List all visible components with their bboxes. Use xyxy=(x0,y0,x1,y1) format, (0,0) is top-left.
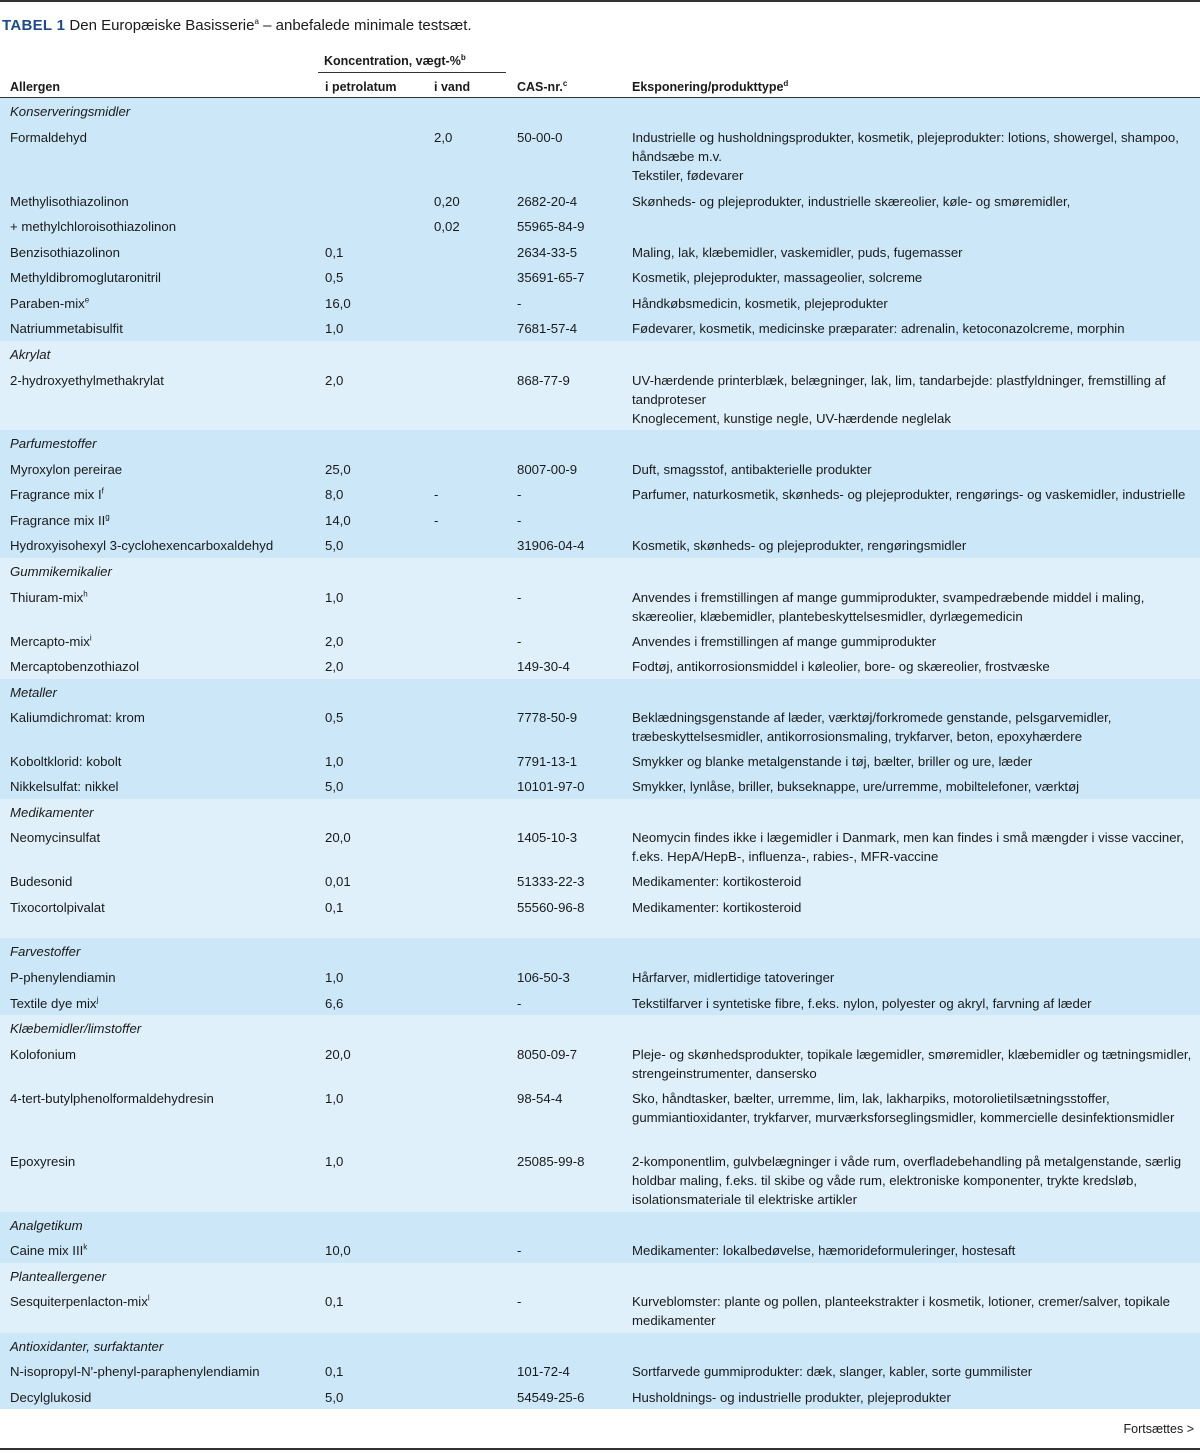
table-row xyxy=(0,868,1200,894)
table-row xyxy=(0,367,1200,430)
allergen-name: Benzisothiazolinon xyxy=(10,245,120,260)
petrolatum-cell: 0,1 xyxy=(325,245,344,260)
allergen-cell xyxy=(10,511,310,530)
category-row xyxy=(0,558,1200,584)
cas-cell: 10101-97-0 xyxy=(517,779,585,794)
petrolatum-cell: 5,0 xyxy=(325,779,344,794)
footnote-marker: l xyxy=(147,1293,150,1303)
exposure-cell: Sortfarvede gummiprodukter: dæk, slanger, kabler, sorte gummilister xyxy=(632,1364,1033,1379)
petrolatum-cell: 8,0 xyxy=(325,487,344,502)
allergen-name: Methyldibromoglutaronitril xyxy=(10,270,161,285)
category-label: Konserveringsmidler xyxy=(10,104,131,119)
allergen-name: Mercapto-mix xyxy=(10,634,90,649)
allergen-cell xyxy=(10,319,310,338)
allergen-cell xyxy=(10,872,310,891)
allergen-cell xyxy=(10,752,310,771)
allergen-name: Sesquiterpenlacton-mix xyxy=(10,1294,148,1309)
header-exposure xyxy=(632,80,788,94)
table-row xyxy=(0,584,1200,628)
concentration-rule xyxy=(318,72,506,73)
header-allergen: Allergen xyxy=(10,80,61,94)
allergen-cell xyxy=(10,128,310,147)
exposure-cell: Husholdnings- og industrielle produkter, plejeprodukter xyxy=(632,1390,951,1405)
category-label: Metaller xyxy=(10,685,57,700)
exposure-cell: Neomycin findes ikke i lægemidler i Danmark, men kan findes i små mængder i visse vacciner, f.eks. HepA/HepB-, influenza-, rabies-, MFR-vaccine xyxy=(632,830,1184,864)
allergen-cell xyxy=(10,708,310,727)
cas-cell: - xyxy=(517,296,522,311)
petrolatum-cell: 16,0 xyxy=(325,296,351,311)
water-cell: - xyxy=(434,487,439,502)
table-row xyxy=(0,773,1200,799)
allergen-name: Neomycinsulfat xyxy=(10,830,101,845)
allergen-cell xyxy=(10,1045,310,1064)
petrolatum-cell: 14,0 xyxy=(325,513,351,528)
allergen-name: Natriummetabisulfit xyxy=(10,321,123,336)
petrolatum-cell: 0,1 xyxy=(325,1364,344,1379)
water-cell: 0,20 xyxy=(434,194,460,209)
allergen-name: Formaldehyd xyxy=(10,130,87,145)
exposure-cell: Hårfarver, midlertidige tatoveringer xyxy=(632,970,835,985)
petrolatum-cell: 1,0 xyxy=(325,590,344,605)
allergen-cell xyxy=(10,536,310,555)
table-row xyxy=(0,213,1200,239)
allergen-name: + methylchloroisothiazolinon xyxy=(10,219,177,234)
cas-cell: 51333-22-3 xyxy=(517,874,585,889)
cas-cell: 2634-33-5 xyxy=(517,245,578,260)
allergen-cell xyxy=(10,1362,310,1381)
cas-cell: 1405-10-3 xyxy=(517,830,578,845)
allergen-name: Caine mix III xyxy=(10,1243,84,1258)
allergen-name: Budesonid xyxy=(10,874,73,889)
category-row xyxy=(0,679,1200,704)
top-rule xyxy=(0,0,1200,2)
exposure-cell: Parfumer, naturkosmetik, skønheds- og plejeprodukter, rengørings- og vaskemidler, industrielle xyxy=(632,487,1186,502)
caption-rest: – anbefalede minimale testsæt. xyxy=(258,17,472,34)
water-cell: 0,02 xyxy=(434,219,460,234)
allergen-cell xyxy=(10,192,310,211)
petrolatum-cell: 5,0 xyxy=(325,538,344,553)
allergen-cell xyxy=(10,657,310,676)
allergen-cell xyxy=(10,632,310,651)
petrolatum-cell: 10,0 xyxy=(325,1243,351,1258)
allergen-name: Epoxyresin xyxy=(10,1154,76,1169)
petrolatum-cell: 1,0 xyxy=(325,970,344,985)
allergen-cell xyxy=(10,1241,310,1260)
header-cas xyxy=(517,80,567,94)
exposure-cell: Anvendes i fremstillingen af mange gummiprodukter xyxy=(632,634,937,649)
allergen-name: Kaliumdichromat: krom xyxy=(10,710,145,725)
exposure-cell: Smykker og blanke metalgenstande i tøj, bælter, briller og ure, læder xyxy=(632,754,1033,769)
table-row xyxy=(0,1148,1200,1212)
category-label: Analgetikum xyxy=(10,1218,83,1233)
table-row xyxy=(0,456,1200,481)
footnote-marker: i xyxy=(89,633,92,643)
allergen-cell xyxy=(10,217,310,236)
exposure-cell: Industrielle og husholdningsprodukter, kosmetik, plejeprodukter: lotions, showergel, shampoo, håndsæbe m.v. Tekstiler, fødevarer xyxy=(632,130,1179,183)
bottom-rule xyxy=(0,1448,1200,1450)
category-label: Parfumestoffer xyxy=(10,436,97,451)
exposure-cell: Medikamenter: lokalbedøvelse, hæmorideformuleringer, hostesaft xyxy=(632,1243,1016,1258)
water-cell: - xyxy=(434,513,439,528)
table-row xyxy=(0,1237,1200,1263)
table-row xyxy=(0,532,1200,558)
exposure-cell: Håndkøbsmedicin, kosmetik, plejeprodukter xyxy=(632,296,888,311)
exposure-cell: Fødevarer, kosmetik, medicinske præparater: adrenalin, ketoconazolcreme, morphin xyxy=(632,321,1125,336)
table-row xyxy=(0,964,1200,990)
concentration-label: Koncentration, vægt-% xyxy=(324,54,461,68)
allergen-cell xyxy=(10,994,310,1013)
table-caption xyxy=(2,17,472,34)
exposure-cell: Medikamenter: kortikosteroid xyxy=(632,874,802,889)
allergen-cell xyxy=(10,294,310,313)
petrolatum-cell: 1,0 xyxy=(325,321,344,336)
allergen-cell xyxy=(10,968,310,987)
table-row xyxy=(0,481,1200,507)
table-row xyxy=(0,628,1200,653)
table-row xyxy=(0,1085,1200,1148)
exposure-cell: Kurveblomster: plante og pollen, planteekstrakter i kosmetik, lotioner, cremer/salver, topikale medikamenter xyxy=(632,1294,1171,1328)
category-label: Antioxidanter, surfaktanter xyxy=(10,1339,164,1354)
allergen-name: Decylglukosid xyxy=(10,1390,92,1405)
table-row xyxy=(0,1288,1200,1333)
allergen-cell xyxy=(10,1152,310,1171)
cas-cell: 101-72-4 xyxy=(517,1364,570,1379)
petrolatum-cell: 20,0 xyxy=(325,830,351,845)
allergen-cell xyxy=(10,828,310,847)
allergen-name: 2-hydroxyethylmethakrylat xyxy=(10,373,164,388)
allergen-cell xyxy=(10,1292,310,1311)
cas-cell: - xyxy=(517,634,522,649)
allergen-name: Paraben-mix xyxy=(10,296,85,311)
cas-cell: 35691-65-7 xyxy=(517,270,585,285)
exposure-cell: Skønheds- og plejeprodukter, industrielle skæreolier, køle- og smøremidler, xyxy=(632,194,1071,209)
allergen-cell xyxy=(10,485,310,504)
petrolatum-cell: 1,0 xyxy=(325,1154,344,1169)
allergen-name: P-phenylendiamin xyxy=(10,970,116,985)
table-row xyxy=(0,1384,1200,1409)
exposure-cell: UV-hærdende printerblæk, belægninger, lak, lim, tandarbejde: plastfyldninger, fremstilling af tandproteser Knoglecement, kunstige negle, UV-hærdende neglelak xyxy=(632,373,1166,426)
table-row xyxy=(0,990,1200,1015)
category-row xyxy=(0,1263,1200,1288)
allergen-name: Textile dye mix xyxy=(10,996,97,1011)
allergen-name: Mercaptobenzothiazol xyxy=(10,659,140,674)
cas-cell: 7791-13-1 xyxy=(517,754,578,769)
exposure-cell: 2-komponentlim, gulvbelægninger i våde rum, overfladebehandling på metalgenstande, særlig holdbar maling, f.eks. til skibe og våde rum, elektroniske komponenter, trykte kredsløb, isolationsmateriale til elektriske artikler xyxy=(632,1154,1182,1207)
caption-text: Den Europæiske Basisserie xyxy=(65,17,255,34)
allergen-name: Tixocortolpivalat xyxy=(10,900,105,915)
petrolatum-cell: 6,6 xyxy=(325,996,344,1011)
petrolatum-cell: 5,0 xyxy=(325,1390,344,1405)
allergen-cell xyxy=(10,243,310,262)
exposure-cell: Kosmetik, plejeprodukter, massageolier, solcreme xyxy=(632,270,923,285)
table-row xyxy=(0,239,1200,264)
exposure-cell: Maling, lak, klæbemidler, vaskemidler, puds, fugemasser xyxy=(632,245,963,260)
cas-cell: - xyxy=(517,590,522,605)
footnote-marker: k xyxy=(83,1242,88,1252)
allergen-name: Fragrance mix I xyxy=(10,487,102,502)
header-cas-label: CAS-nr. xyxy=(517,80,563,94)
petrolatum-cell: 2,0 xyxy=(325,373,344,388)
cas-cell: 25085-99-8 xyxy=(517,1154,585,1169)
allergen-name: 4-tert-butylphenolformaldehydresin xyxy=(10,1091,214,1106)
petrolatum-cell: 25,0 xyxy=(325,462,351,477)
petrolatum-cell: 1,0 xyxy=(325,1091,344,1106)
footnote-marker: g xyxy=(105,512,110,522)
header-petrolatum: i petrolatum xyxy=(325,80,397,94)
cas-cell: 106-50-3 xyxy=(517,970,570,985)
table-label: TABEL 1 xyxy=(2,17,66,34)
table-row xyxy=(0,124,1200,188)
category-row xyxy=(0,938,1200,964)
allergen-cell xyxy=(10,268,310,287)
allergen-name: Hydroxyisohexyl 3-cyclohexencarboxaldehyd xyxy=(10,538,274,553)
allergen-name: Koboltklorid: kobolt xyxy=(10,754,122,769)
cas-cell: 50-00-0 xyxy=(517,130,563,145)
allergen-name: Thiuram-mix xyxy=(10,590,84,605)
petrolatum-cell: 20,0 xyxy=(325,1047,351,1062)
table-row xyxy=(0,653,1200,679)
table-row xyxy=(0,1358,1200,1384)
category-label: Klæbemidler/limstoffer xyxy=(10,1021,142,1036)
exposure-cell: Fodtøj, antikorrosionsmiddel i køleolier, bore- og skæreolier, frostvæske xyxy=(632,659,1050,674)
category-row xyxy=(0,1212,1200,1237)
table-row xyxy=(0,507,1200,532)
allergen-cell xyxy=(10,460,310,479)
footnote-marker: f xyxy=(101,486,104,496)
cas-cell: 8007-00-9 xyxy=(517,462,578,477)
category-row xyxy=(0,799,1200,824)
cas-cell: 149-30-4 xyxy=(517,659,570,674)
category-row xyxy=(0,430,1200,456)
exposure-cell: Beklædningsgenstande af læder, værktøj/forkromede genstande, pelsgarvemidler, træbeskyttelsesmidler, antikorrosionsmaling, trykfarver, beton, epoxyhærdere xyxy=(632,710,1112,744)
exposure-cell: Duft, smagsstof, antibakterielle produkter xyxy=(632,462,872,477)
footnote-marker: j xyxy=(96,995,99,1005)
cas-cell: 31906-04-4 xyxy=(517,538,585,553)
petrolatum-cell: 0,5 xyxy=(325,270,344,285)
category-label: Gummikemikalier xyxy=(10,564,112,579)
petrolatum-cell: 0,5 xyxy=(325,710,344,725)
petrolatum-cell: 0,1 xyxy=(325,1294,344,1309)
cas-cell: 8050-09-7 xyxy=(517,1047,578,1062)
petrolatum-cell: 1,0 xyxy=(325,754,344,769)
footnote-marker: e xyxy=(84,295,90,305)
exposure-cell: Kosmetik, skønheds- og plejeprodukter, rengøringsmidler xyxy=(632,538,967,553)
category-row xyxy=(0,1015,1200,1041)
table-row xyxy=(0,748,1200,773)
cas-cell: 54549-25-6 xyxy=(517,1390,585,1405)
petrolatum-cell: 2,0 xyxy=(325,659,344,674)
table-row xyxy=(0,824,1200,868)
table-row xyxy=(0,704,1200,748)
allergen-cell xyxy=(10,371,310,390)
category-label: Akrylat xyxy=(10,347,51,362)
category-row xyxy=(0,98,1200,124)
footnote-marker: h xyxy=(83,589,88,599)
petrolatum-cell: 0,1 xyxy=(325,900,344,915)
exposure-cell: Sko, håndtasker, bælter, urremme, lim, lak, lakharpiks, motorolietilsætningsstoffer, gummiantioxidanter, trykfarver, murværksforseglingsmidler, kommercielle desinfektionsmidler xyxy=(632,1091,1175,1125)
table-row xyxy=(0,188,1200,213)
exposure-cell: Anvendes i fremstillingen af mange gummiprodukter, svampedræbende middel i maling, skæreolier, klæbemidler, plantebeskyttelsesmidler, dyrlægemedicin xyxy=(632,590,1145,624)
exposure-cell: Smykker, lynlåse, briller, bukseknappe, ure/urremme, mobiltelefoner, værktøj xyxy=(632,779,1080,794)
allergen-name: Fragrance mix II xyxy=(10,513,106,528)
cas-cell: - xyxy=(517,1294,522,1309)
table-row xyxy=(0,1041,1200,1085)
concentration-header xyxy=(318,54,506,68)
continued-note: Fortsættes > xyxy=(1123,1422,1194,1436)
cas-cell: - xyxy=(517,487,522,502)
exposure-cell: Medikamenter: kortikosteroid xyxy=(632,900,802,915)
cas-cell: - xyxy=(517,996,522,1011)
table-row xyxy=(0,264,1200,290)
cas-cell: - xyxy=(517,513,522,528)
cas-cell: 7681-57-4 xyxy=(517,321,578,336)
header-exposure-sup: d xyxy=(783,78,789,88)
allergen-cell xyxy=(10,1089,310,1108)
exposure-cell: Tekstilfarver i syntetiske fibre, f.eks. nylon, polyester og akryl, farvning af læder xyxy=(632,996,1092,1011)
allergen-cell xyxy=(10,1388,310,1407)
allergen-name: Myroxylon pereirae xyxy=(10,462,123,477)
header-exposure-label: Eksponering/produkttype xyxy=(632,80,784,94)
cas-cell: 55560-96-8 xyxy=(517,900,585,915)
allergen-name: Nikkelsulfat: nikkel xyxy=(10,779,119,794)
concentration-sup: b xyxy=(460,52,466,62)
category-label: Planteallergener xyxy=(10,1269,107,1284)
allergen-name: N-isopropyl-N'-phenyl-paraphenylendiamin xyxy=(10,1364,260,1379)
header-water: i vand xyxy=(434,80,471,94)
cas-cell: 2682-20-4 xyxy=(517,194,578,209)
cas-cell: 98-54-4 xyxy=(517,1091,563,1106)
category-row xyxy=(0,1333,1200,1358)
allergen-table xyxy=(0,98,1200,1409)
cas-cell: 7778-50-9 xyxy=(517,710,578,725)
category-label: Medikamenter xyxy=(10,805,94,820)
allergen-name: Methylisothiazolinon xyxy=(10,194,129,209)
header-cas-sup: c xyxy=(562,78,568,88)
cas-cell: - xyxy=(517,1243,522,1258)
petrolatum-cell: 0,01 xyxy=(325,874,351,889)
caption-sup: a xyxy=(254,17,259,26)
allergen-cell xyxy=(10,777,310,796)
petrolatum-cell: 2,0 xyxy=(325,634,344,649)
category-row xyxy=(0,341,1200,367)
cas-cell: 55965-84-9 xyxy=(517,219,585,234)
category-label: Farvestoffer xyxy=(10,944,81,959)
allergen-cell xyxy=(10,588,310,607)
table-row xyxy=(0,894,1200,938)
water-cell: 2,0 xyxy=(434,130,453,145)
cas-cell: 868-77-9 xyxy=(517,373,570,388)
allergen-name: Kolofonium xyxy=(10,1047,76,1062)
exposure-cell: Pleje- og skønhedsprodukter, topikale lægemidler, smøremidler, klæbemidler og tætningsmidler, strengeinstrumenter, dansersko xyxy=(632,1047,1192,1081)
table-row xyxy=(0,315,1200,341)
allergen-cell xyxy=(10,898,310,917)
table-row xyxy=(0,290,1200,315)
